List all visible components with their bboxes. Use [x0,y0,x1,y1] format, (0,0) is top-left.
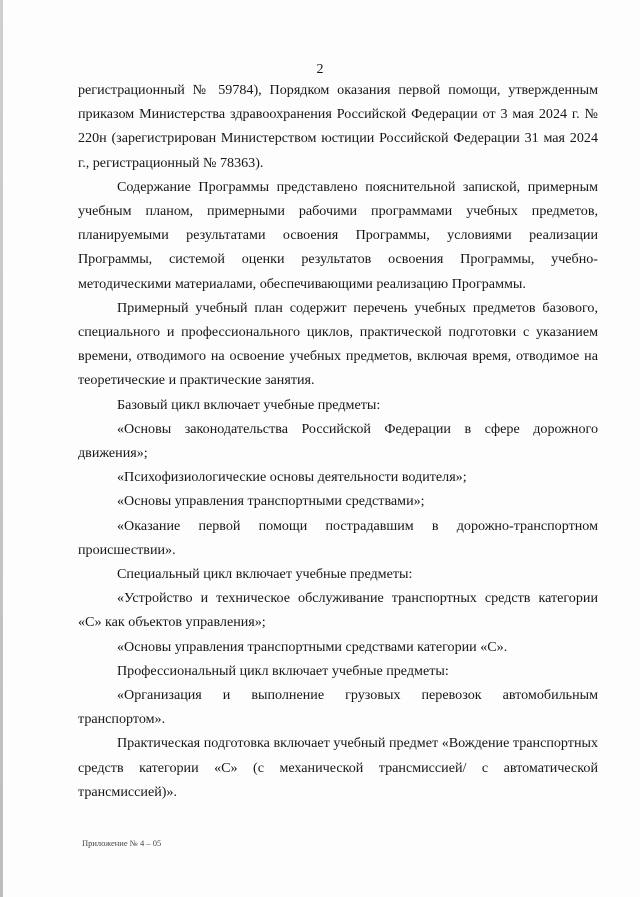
footer-annex-label: Приложение № 4 – 05 [82,838,162,848]
list-item-vehicle-control-basics: «Основы управления транспортными средствами»; [117,493,425,510]
paragraph-professional-cycle-heading: Профессиональный цикл включает учебные предметы: [117,662,449,679]
list-item-legislation: «Основы законодательства Российской Федерации в сфере дорожного движения»; [78,420,598,462]
document-body [78,78,598,804]
list-item-category-c-control: «Основы управления транспортными средствами категории «C». [117,638,508,655]
paragraph-special-cycle-heading: Специальный цикл включает учебные предметы: [117,566,413,583]
list-item-freight-transport: «Организация и выполнение грузовых перевозок автомобильным транспортом». [78,687,598,728]
paragraph-basic-cycle-heading: Базовый цикл включает учебные предметы: [117,396,381,413]
paragraph-curriculum: Примерный учебный план содержит перечень учебных предметов базового, специального и профессионального циклов, практической подготовки с указанием времени, отводимого на освоение учебных предметов, включая время, отводимое на теоретические и практические занятия. [78,299,598,389]
paragraph-regulation-reference: регистрационный № 59784), Порядком оказания первой помощи, утвержденным приказом Министерства здравоохранения Российской Федерации от 3 мая 2024 г. № 220н (зарегистрирован Министерством юстиции Российской Федерации 31 мая 2024 г., регистрационный № 78363). [78,82,598,171]
list-item-psychophysiology: «Психофизиологические основы деятельности водителя»; [117,469,467,486]
paragraph-practical-training: Практическая подготовка включает учебный предмет «Вождение транспортных средств категории «C» (с механической трансмиссией/ с автоматической трансмиссией)». [78,735,598,800]
list-item-first-aid: «Оказание первой помощи пострадавшим в дорожно-транспортном происшествии». [78,517,598,558]
paragraph-program-content: Содержание Программы представлено пояснительной запиской, примерным учебным планом, примерными рабочими программами учебных предметов, планируемыми результатами освоения Программы, условиями реализации Программы, системой оценки результатов освоения Программы, учебно-методическими материалами, обеспечивающими реализацию Программы. [78,178,598,292]
page-number: 2 [316,62,324,77]
list-item-vehicle-maintenance: «Устройство и техническое обслуживание транспортных средств категории «C» как объектов управления»; [78,590,598,631]
